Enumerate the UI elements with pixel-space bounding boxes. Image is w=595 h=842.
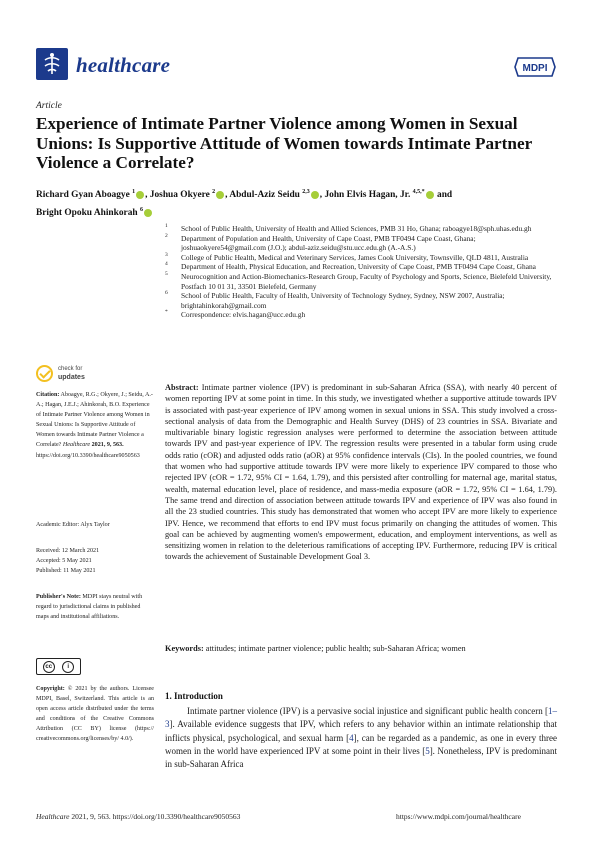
citation-reference-link[interactable]: 1–3 (165, 706, 557, 730)
abstract-label: Abstract: (165, 383, 199, 392)
affiliation-number: 3 (165, 251, 168, 258)
author-separator: , (319, 190, 325, 201)
abstract (165, 382, 557, 563)
citation-year: 2021, 9, 563. (91, 442, 124, 449)
author-name[interactable]: Richard Gyan Aboagye (36, 190, 133, 201)
affiliation-item (165, 262, 555, 272)
cc-license-badge[interactable] (36, 658, 81, 675)
keywords (165, 643, 557, 654)
affiliation-text: Correspondence: elvis.hagan@ucc.edu.gh (181, 310, 306, 320)
footer-url[interactable]: https://www.mdpi.com/journal/healthcare (396, 812, 521, 821)
affiliation-number: 2 (165, 232, 168, 239)
copyright-label: Copyright: (36, 686, 65, 692)
affiliation-item (165, 234, 555, 253)
affiliation-text: College of Public Health, Medical and Veterinary Services, James Cook University, Townsville, QLD 4811, Australia (181, 252, 529, 262)
author-separator: , (225, 190, 230, 201)
author-name[interactable]: Bright Opoku Ahinkorah (36, 208, 140, 219)
journal-emblem-icon (39, 51, 65, 77)
intro-text: ]. Available evidence suggests that IPV, which refers to any behavior within an intimate relationship that inflicts physical, psychological, and sexual harm [ (165, 719, 557, 743)
affiliation-text: Neurocognition and Action-Biomechanics-Research Group, Faculty of Psychology and Sports, Science, Bielefeld University, Postfach 10 01 31, 33501 Bielefeld, Germany (181, 271, 552, 291)
intro-text: ], can be regarded as a pandemic, as one in every three women in the world have experienced IPV at some point in their lives [ (165, 732, 557, 756)
footer-citation-text[interactable]: 2021, 9, 563. https://doi.org/10.3390/healthcare9050563 (71, 812, 241, 821)
article-type: Article (36, 101, 62, 111)
publisher-note-text: MDPI stays neutral with regard to jurisdictional claims in published maps and institutional affiliations. (36, 594, 143, 621)
section-heading: 1. Introduction (165, 691, 223, 701)
keywords-label: Keywords: (165, 644, 204, 653)
publisher-note-label: Publisher's Note: (36, 594, 81, 600)
accepted-date: Accepted: 5 May 2021 (36, 558, 92, 565)
author-name[interactable]: John Elvis Hagan, Jr. (324, 190, 413, 201)
citation-journal: Healthcare (62, 442, 91, 449)
by-attribution-icon: i (62, 661, 74, 673)
abstract-text: Intimate partner violence (IPV) is predominant in sub-Saharan Africa (SSA), with nearly 40 percent of women reporting IPV at some point in time. In this study, we investigated whether a supportive attitude towards IPV is associated with past-year experience of IPV among women in sexual unions in SSA. This study involved a cross-sectional analysis of data from the Demographic and Health Survey (DHS) of 23 countries in SSA. Bivariate and multivariable binary logistic regression analyses were performed to determine the association between attitude towards IPV and past-year experience of IPV. The regression results were presented in a tabular form using crude odds ratio (cOR) and adjusted odds ratio (aOR) at 95% confidence intervals (CIs). In the pooled countries, we found that women who had supportive attitude towards IPV were more likely to experience IPV compared to those who rejected IPV (cOR = 1.72, 95% CI = 1.64, 1.79), and this persisted after controlling for maternal age, marital status, wealth, maternal education level, place of residence, and mass-media exposure (aOR = 1.72, 95% CI = 1.64, 1.79). The same trend and direction of association between attitude towards IPV and experience of IPV was also found in all the 23 studied countries. This study has demonstrated that women who accept IPV are more likely to experience IPV. Hence, we recommend that efforts to end IPV must focus primarily on changing the attitudes of women. This goal can be achieved by augmenting women's empowerment, education, and employment interventions, as well as sensitizing women in relation to the deleterious ramifications of accepting IPV. Furthermore, reducing IPV is critical towards the achievement of Sustainable Development Goal 3. (165, 383, 557, 562)
published-date: Published: 11 May 2021 (36, 568, 96, 575)
citation-block (36, 390, 154, 461)
author-affiliation-marker: 4,5,* (412, 189, 425, 195)
author-affiliation-marker: 6 (139, 207, 143, 214)
author-separator: , (145, 190, 150, 201)
affiliation-text: School of Public Health, Faculty of Health, University of Technology Sydney, Sydney, NSW 2007, Australia; brightahinkorah@gmail.com (181, 291, 505, 310)
author-name[interactable]: Abdul-Aziz Seidu (229, 190, 303, 201)
affiliation-item (165, 291, 555, 310)
mdpi-logo-text: MDPI (522, 63, 548, 74)
footer-journal: Healthcare (36, 812, 70, 821)
citation-reference-link[interactable]: 4 (349, 732, 354, 743)
affiliation-number: 5 (165, 270, 168, 277)
check-updates-line2: updates (58, 374, 85, 381)
affiliation-number: 4 (165, 261, 168, 268)
affiliations (165, 224, 555, 320)
author-affiliation-marker: 2,3 (302, 189, 310, 195)
affiliation-text: Department of Population and Health, University of Cape Coast, PMB TF0494 Cape Coast, Ghana; joshuaokyere54@gmail.com (J.O.); abdul-aziz.seidu@stu.ucc.edu.gh (A.-A.S.) (181, 233, 476, 253)
mdpi-logo[interactable] (514, 56, 556, 78)
orcid-icon[interactable] (426, 191, 434, 199)
journal-logo (36, 48, 68, 80)
affiliation-number: 6 (165, 290, 168, 297)
orcid-icon[interactable] (311, 191, 319, 199)
citation-reference-link[interactable]: 5 (425, 745, 430, 756)
copyright-text: © 2021 by the authors. Licensee MDPI, Basel, Switzerland. This article is an open access article distributed under the terms and conditions of the Creative Commons Attribution (CC BY) license (https:// creativecommons.org/licenses/by/ 4.0/). (36, 686, 154, 743)
checkmark-icon (36, 365, 53, 382)
affiliation-item (165, 253, 555, 263)
affiliation-text: School of Public Health, University of Health and Allied Sciences, PMB 31 Ho, Ghana; raboagye18@sph.uhas.edu.gh (181, 224, 532, 233)
intro-text: ]. Nonetheless, IPV is predominant in sub-Saharan Africa (165, 745, 557, 770)
cc-icon: cc (43, 661, 55, 673)
footer-citation (36, 812, 240, 821)
orcid-icon[interactable] (216, 191, 224, 199)
citation-text: Aboagye, R.G.; Okyere, J.; Seidu, A.-A.; Hagan, J.E.J.; Ahinkorah, B.O. Experience of Intimate Partner Violence among Women in Sexual Unions: Is Supportive Attitude of Women towards Intimate Partner Violence a Correlate? (36, 392, 153, 449)
received-date: Received: 12 March 2021 (36, 548, 100, 554)
copyright-block (36, 684, 154, 745)
check-for-updates-badge[interactable] (36, 363, 116, 387)
author-list (36, 185, 556, 221)
affiliation-item (165, 310, 555, 320)
author-affiliation-marker: 2 (212, 189, 216, 195)
orcid-icon[interactable] (144, 209, 152, 217)
citation-label: Citation: (36, 392, 60, 398)
introduction-paragraph (165, 705, 557, 771)
check-updates-line1: check for (58, 366, 83, 372)
article-title: Experience of Intimate Partner Violence among Women in Sexual Unions: Is Supportive Attitude of Women towards Intimate Partner Violence a Correlate? (36, 114, 532, 172)
academic-editor: Academic Editor: Alyx Taylor (36, 522, 110, 528)
dates-block (36, 546, 154, 576)
keywords-text: attitudes; intimate partner violence; public health; sub-Saharan Africa; women (205, 644, 466, 653)
orcid-icon[interactable] (136, 191, 144, 199)
journal-name[interactable]: healthcare (76, 53, 171, 77)
affiliation-number: 1 (165, 223, 168, 229)
author-name[interactable]: Joshua Okyere (149, 190, 213, 201)
affiliation-item (165, 272, 555, 291)
publisher-note (36, 592, 154, 622)
intro-text: Intimate partner violence (IPV) is a pervasive social injustice and significant public health concern [ (187, 706, 548, 716)
author-affiliation-marker: 1 (132, 189, 136, 195)
affiliation-item (165, 224, 555, 234)
affiliation-number: * (165, 309, 168, 316)
author-separator: and (434, 190, 453, 201)
affiliation-text: Department of Health, Physical Education, and Recreation, University of Cape Coast, PMB TF0494 Cape Coast, Ghana (181, 262, 536, 272)
citation-doi[interactable]: https://doi.org/10.3390/healthcare9050563 (36, 452, 140, 459)
